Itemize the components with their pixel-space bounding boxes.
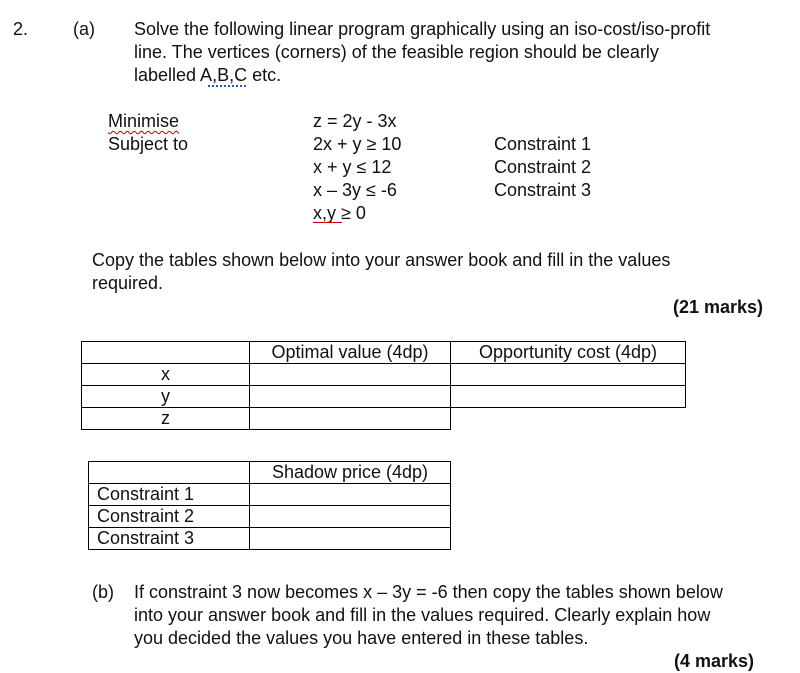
row-label-z: z bbox=[82, 408, 250, 430]
constraint-2-label: Constraint 2 bbox=[494, 157, 592, 177]
constraint-2-expr: x + y ≤ 12 bbox=[313, 157, 392, 177]
table-cell bbox=[250, 364, 451, 386]
table-cell bbox=[250, 408, 451, 430]
row-label-y: y bbox=[82, 386, 250, 408]
copy-instruction-line-1: Copy the tables shown below into your answer book and fill in the values bbox=[92, 250, 671, 270]
part-b-marks: (4 marks) bbox=[674, 651, 755, 671]
table-row bbox=[89, 462, 451, 484]
part-b-line-1: If constraint 3 now becomes x – 3y = -6 then copy the tables shown below bbox=[134, 582, 723, 602]
row-label-constraint-2: Constraint 2 bbox=[89, 506, 250, 528]
objective-function: z = 2y - 3x bbox=[313, 111, 397, 131]
part-a-line-3-text: labelled A,B,C etc. bbox=[134, 65, 282, 85]
opportunity-cost-header: Opportunity cost (4dp) bbox=[451, 342, 686, 364]
grammar-underline bbox=[208, 85, 246, 87]
table-cell-empty bbox=[451, 408, 686, 430]
table-row bbox=[89, 528, 451, 550]
table-cell bbox=[451, 364, 686, 386]
table-cell bbox=[250, 484, 451, 506]
table-row bbox=[82, 408, 686, 430]
optimal-values-table bbox=[81, 341, 686, 430]
table-row bbox=[82, 342, 686, 364]
table-cell bbox=[250, 506, 451, 528]
row-label-constraint-3: Constraint 3 bbox=[89, 528, 250, 550]
part-a-line-1: Solve the following linear program graphically using an iso-cost/iso-profit bbox=[134, 19, 711, 39]
part-a-label: (a) bbox=[73, 19, 95, 39]
part-a-line-3 bbox=[134, 64, 281, 86]
question-number: 2. bbox=[13, 19, 29, 39]
constraint-1-label: Constraint 1 bbox=[494, 134, 592, 154]
part-a-marks: (21 marks) bbox=[673, 297, 764, 317]
table-cell bbox=[250, 528, 451, 550]
table-cell bbox=[451, 386, 686, 408]
minimise-label bbox=[108, 110, 179, 132]
minimise-text: Minimise bbox=[108, 111, 180, 131]
table-cell bbox=[250, 386, 451, 408]
part-b-label: (b) bbox=[92, 582, 114, 602]
constraint-3-expr: x – 3y ≤ -6 bbox=[313, 180, 397, 200]
table-row bbox=[82, 364, 686, 386]
table-header-cell bbox=[82, 342, 250, 364]
constraint-1-expr: 2x + y ≥ 10 bbox=[313, 134, 402, 154]
table-row bbox=[82, 386, 686, 408]
part-b-line-2: into your answer book and fill in the values required. Clearly explain how bbox=[134, 605, 711, 625]
nonnegativity bbox=[313, 202, 366, 224]
subject-to-label: Subject to bbox=[108, 134, 189, 154]
part-b-line-3: you decided the values you have entered in these tables. bbox=[134, 628, 589, 648]
constraint-3-label: Constraint 3 bbox=[494, 180, 592, 200]
row-label-x: x bbox=[82, 364, 250, 386]
nonnegativity-text: x,y ≥ 0 bbox=[313, 203, 366, 223]
table-row bbox=[89, 506, 451, 528]
part-a-line-2: line. The vertices (corners) of the feasible region should be clearly bbox=[134, 42, 659, 62]
spelling-squiggle bbox=[313, 222, 342, 223]
optimal-value-header: Optimal value (4dp) bbox=[250, 342, 451, 364]
table-header-cell bbox=[89, 462, 250, 484]
row-label-constraint-1: Constraint 1 bbox=[89, 484, 250, 506]
shadow-price-table bbox=[88, 461, 451, 550]
table-row bbox=[89, 484, 451, 506]
copy-instruction-line-2: required. bbox=[92, 273, 164, 293]
shadow-price-header: Shadow price (4dp) bbox=[250, 462, 451, 484]
